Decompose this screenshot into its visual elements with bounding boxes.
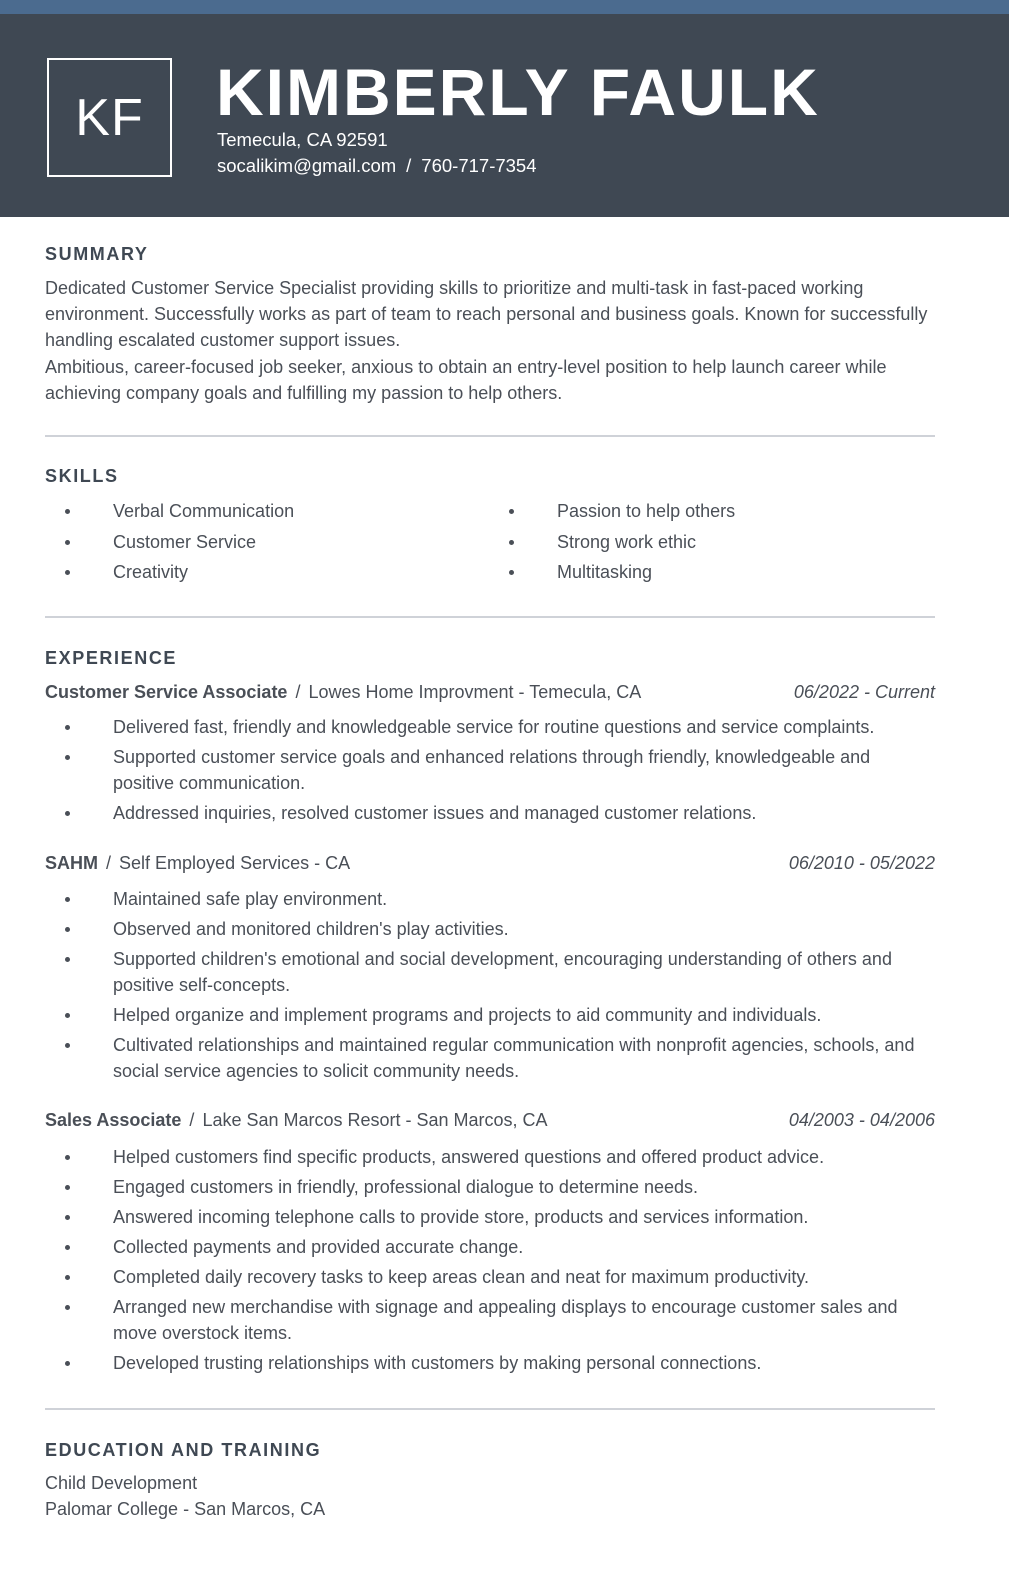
job-title: Customer Service Associate — [45, 682, 288, 702]
job-bullets — [45, 886, 935, 1088]
contact-separator: / — [406, 155, 412, 176]
skill-item: Passion to help others — [489, 498, 735, 524]
monogram-box: KF — [47, 58, 172, 177]
education-program: Child Development — [45, 1473, 198, 1493]
job-title: Sales Associate — [45, 1110, 182, 1130]
list-item: Answered incoming telephone calls to provide store, products and services information. — [45, 1204, 935, 1230]
job-employer: Lowes Home Improvment - Temecula, CA — [308, 682, 642, 702]
list-item: Supported children's emotional and social development, encouraging understanding of others and positive self-concepts. — [45, 946, 935, 998]
job-bullets — [45, 1144, 935, 1380]
education-school: Palomar College - San Marcos, CA — [45, 1499, 326, 1519]
job-dates: 06/2022 - Current — [793, 682, 935, 702]
job-separator: / — [106, 853, 112, 873]
top-accent-bar — [0, 0, 1009, 14]
list-item: Maintained safe play environment. — [45, 886, 935, 912]
skills-list-right — [489, 498, 735, 590]
list-item: Completed daily recovery tasks to keep areas clean and neat for maximum productivity. — [45, 1264, 935, 1290]
skill-item: Strong work ethic — [489, 529, 735, 555]
section-divider — [45, 435, 935, 437]
candidate-name: KIMBERLY FAULK — [216, 55, 820, 129]
resume-header — [0, 14, 1009, 217]
list-item: Developed trusting relationships with customers by making personal connections. — [45, 1350, 935, 1376]
skill-item: Multitasking — [489, 559, 735, 585]
address: Temecula, CA 92591 — [217, 129, 388, 150]
job-bullets — [45, 714, 935, 830]
summary-paragraph-2: Ambitious, career-focused job seeker, anxious to obtain an entry-level position to help launch career while achieving company goals and fulfilling my passion to help others. — [45, 357, 887, 403]
job-title: SAHM — [45, 853, 98, 873]
list-item: Helped customers find specific products, answered questions and offered product advice. — [45, 1144, 935, 1170]
list-item: Collected payments and provided accurate change. — [45, 1234, 935, 1260]
skill-item: Customer Service — [45, 529, 294, 555]
job-dates: 04/2003 - 04/2006 — [788, 1110, 935, 1130]
list-item: Helped organize and implement programs and projects to aid community and individuals. — [45, 1002, 935, 1028]
education-heading: EDUCATION AND TRAINING — [45, 1440, 322, 1460]
list-item: Engaged customers in friendly, professional dialogue to determine needs. — [45, 1174, 935, 1200]
section-divider — [45, 1408, 935, 1410]
job-separator: / — [189, 1110, 195, 1130]
section-divider — [45, 616, 935, 618]
skill-item: Creativity — [45, 559, 294, 585]
job-header — [45, 1108, 935, 1132]
email-link[interactable]: socalikim@gmail.com — [217, 155, 397, 176]
job-separator: / — [295, 682, 301, 702]
list-item: Supported customer service goals and enhanced relations through friendly, knowledgeable and positive communication. — [45, 744, 935, 796]
list-item: Addressed inquiries, resolved customer issues and managed customer relations. — [45, 800, 935, 826]
list-item: Arranged new merchandise with signage and appealing displays to encourage customer sales and move overstock items. — [45, 1294, 935, 1346]
experience-heading: EXPERIENCE — [45, 648, 178, 668]
job-dates: 06/2010 - 05/2022 — [788, 853, 935, 873]
skills-heading: SKILLS — [45, 466, 119, 486]
phone-number[interactable]: 760-717-7354 — [421, 155, 537, 176]
list-item: Observed and monitored children's play activities. — [45, 916, 935, 942]
list-item: Cultivated relationships and maintained regular communication with nonprofit agencies, schools, and social service agencies to solicit community needs. — [45, 1032, 935, 1084]
summary-paragraph-1: Dedicated Customer Service Specialist providing skills to prioritize and multi-task in fast-paced working environment. Successfully works as part of team to reach personal and business goals. Known for successfully handling escalated customer support issues. — [45, 278, 928, 350]
summary-heading: SUMMARY — [45, 244, 149, 264]
job-employer: Self Employed Services - CA — [119, 853, 351, 873]
job-header — [45, 851, 935, 875]
contact-line — [217, 155, 537, 177]
skills-list-left — [45, 498, 294, 590]
job-header — [45, 680, 935, 704]
skill-item: Verbal Communication — [45, 498, 294, 524]
list-item: Delivered fast, friendly and knowledgeable service for routine questions and service complaints. — [45, 714, 935, 740]
job-employer: Lake San Marcos Resort - San Marcos, CA — [202, 1110, 548, 1130]
